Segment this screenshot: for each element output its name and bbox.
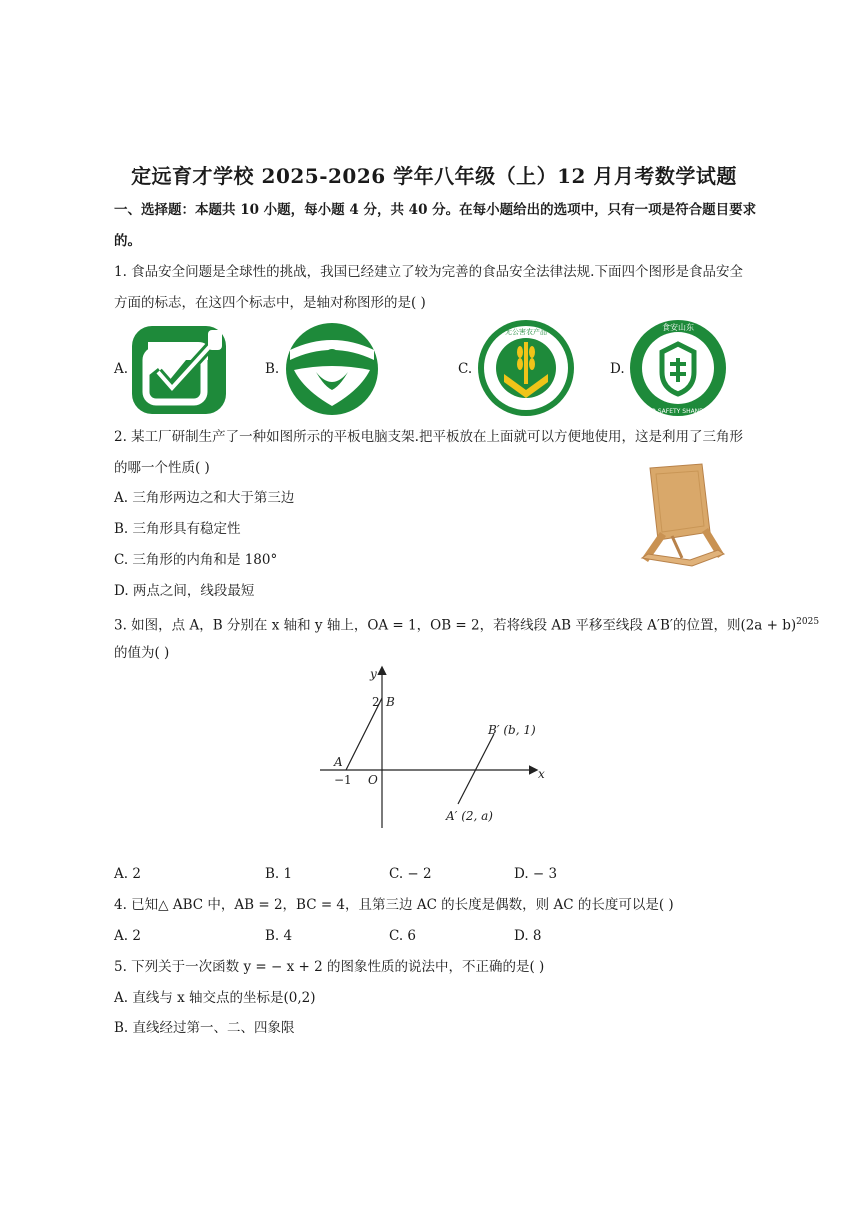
q3-option-a: A. 2 bbox=[114, 866, 141, 882]
q4-option-c: C. 6 bbox=[389, 928, 417, 944]
b-label: B bbox=[386, 695, 395, 709]
q4-option-b: B. 4 bbox=[265, 928, 293, 944]
q2-option-a: A. 三角形两边之和大于第三边 bbox=[114, 490, 295, 506]
q1-logo-a-check-icon bbox=[128, 320, 232, 422]
q5-stem: 5. 下列关于一次函数 y = − x + 2 的图象性质的说法中，不正确的是( ) bbox=[114, 959, 545, 975]
q1-logo-c-text: 无公害农产品 bbox=[505, 328, 547, 336]
q3-option-b: B. 1 bbox=[265, 866, 293, 882]
q1-logo-d-bottom-text: FOOD SAFETY SHANDONG bbox=[638, 408, 718, 415]
q1-logo-d-shield-icon bbox=[626, 318, 730, 422]
q1-stem-line2: 方面的标志，在这四个标志中，是轴对称图形的是( ) bbox=[114, 295, 426, 311]
q2-option-b: B. 三角形具有稳定性 bbox=[114, 521, 241, 537]
section-header-line2: 的。 bbox=[114, 233, 141, 249]
a-tick-label: −1 bbox=[334, 773, 352, 787]
q4-option-a: A. 2 bbox=[114, 928, 141, 944]
b-tick-label: 2 bbox=[372, 695, 380, 709]
q2-stem-line2: 的哪一个性质( ) bbox=[114, 460, 210, 476]
q2-option-d: D. 两点之间，线段最短 bbox=[114, 583, 255, 599]
ap-label: A′ (2, a) bbox=[446, 809, 493, 823]
x-axis-label: x bbox=[538, 767, 545, 781]
q1-logo-d-top-text: 食安山东 bbox=[662, 323, 694, 332]
a-label: A bbox=[334, 755, 343, 769]
q3-option-c: C. − 2 bbox=[389, 866, 432, 882]
q2-option-c: C. 三角形的内角和是 180° bbox=[114, 552, 278, 568]
q3-stem-text: 3. 如图，点 A，B 分别在 x 轴和 y 轴上，OA = 1，OB = 2，若将线段 AB 平移至线段 A′B′的位置，则(2a + b) bbox=[114, 617, 797, 634]
q4-option-d: D. 8 bbox=[514, 928, 542, 944]
q5-option-a: A. 直线与 x 轴交点的坐标是(0,2) bbox=[114, 990, 316, 1006]
page-title: 定远育才学校 2025-2026 学年八年级（上）12 月月考数学试题 bbox=[131, 164, 737, 188]
y-axis-label: y bbox=[370, 667, 377, 681]
section-header-line1: 一、选择题：本题共 10 小题，每小题 4 分，共 40 分。在每小题给出的选项中，只有一项是符合题目要求 bbox=[114, 202, 757, 218]
q3-stem-line1 bbox=[114, 612, 819, 636]
q1-option-a-label: A. bbox=[114, 361, 129, 377]
q3-option-d: D. − 3 bbox=[514, 866, 558, 882]
q5-option-b: B. 直线经过第一、二、四象限 bbox=[114, 1020, 295, 1036]
q1-option-d-label: D. bbox=[610, 361, 625, 377]
bp-label: B′ (b, 1) bbox=[488, 723, 536, 737]
q1-stem-line1: 1. 食品安全问题是全球性的挑战，我国已经建立了较为完善的食品安全法律法规.下面四个图形是食品安全 bbox=[114, 264, 743, 280]
q3-stem-line2: 的值为( ) bbox=[114, 645, 170, 661]
q1-logo-c-wheat-icon bbox=[474, 318, 578, 422]
segment-apbp bbox=[458, 734, 494, 804]
q3-exponent: 2025 bbox=[796, 617, 820, 627]
q2-tablet-stand-image bbox=[632, 462, 732, 576]
q1-logo-b-green-food-icon bbox=[280, 320, 384, 422]
origin-label: O bbox=[368, 773, 378, 787]
q2-stem-line1: 2. 某工厂研制生产了一种如图所示的平板电脑支架.把平板放在上面就可以方便地使用，这是利用了三角形 bbox=[114, 429, 743, 445]
q1-option-c-label: C. bbox=[458, 361, 473, 377]
q4-stem: 4. 已知△ ABC 中，AB = 2，BC = 4，且第三边 AC 的长度是偶数，则 AC 的长度可以是( ) bbox=[114, 897, 674, 913]
q3-coordinate-figure bbox=[310, 662, 560, 838]
q1-option-b-label: B. bbox=[265, 361, 280, 377]
